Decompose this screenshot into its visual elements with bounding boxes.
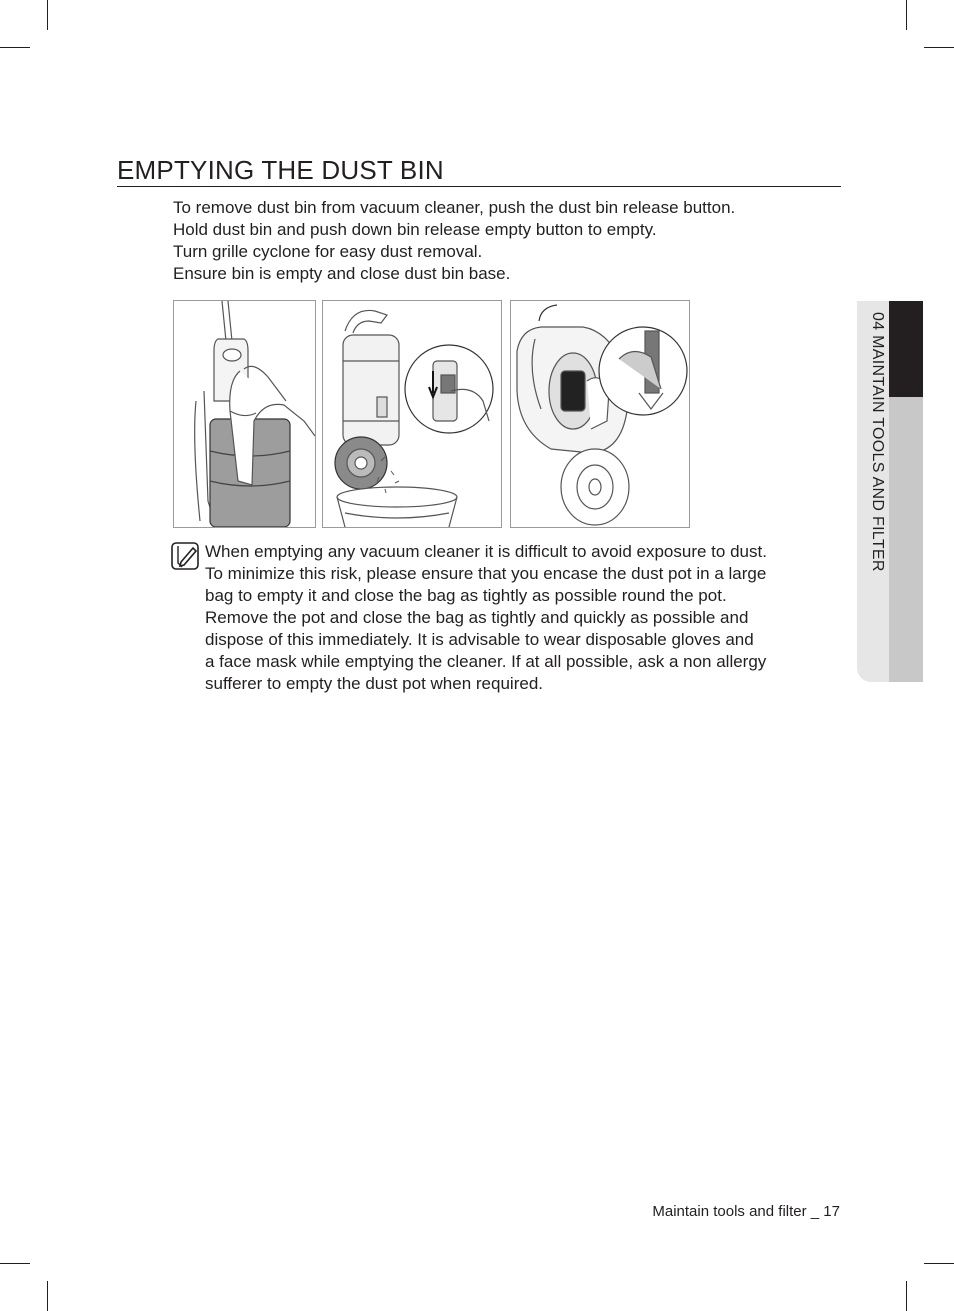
turn-grille-cyclone-illustration <box>511 301 689 527</box>
crop-mark <box>924 1263 954 1264</box>
figure-turn-grille-cyclone <box>510 300 690 528</box>
section-title: EMPTYING THE DUST BIN <box>117 155 841 187</box>
chapter-tab-strip <box>889 397 923 682</box>
release-empty-button-illustration <box>323 301 501 527</box>
note-line: bag to empty it and close the bag as tightly as possible round the pot. <box>205 586 727 605</box>
instruction-steps <box>173 197 833 285</box>
figure-release-empty-button <box>322 300 502 528</box>
crop-mark <box>0 1263 30 1264</box>
crop-mark <box>47 0 48 30</box>
remove-dust-bin-illustration <box>174 301 315 527</box>
note-line: To minimize this risk, please ensure that you encase the dust pot in a large <box>205 564 767 583</box>
figure-remove-dust-bin <box>173 300 316 528</box>
note-text <box>205 541 825 695</box>
chapter-tab-marker <box>889 301 923 397</box>
crop-mark <box>924 47 954 48</box>
note-line: Remove the pot and close the bag as tightly and quickly as possible and <box>205 608 749 627</box>
crop-mark <box>906 0 907 30</box>
step-line: Turn grille cyclone for easy dust removal. <box>173 242 483 261</box>
crop-mark <box>906 1281 907 1311</box>
step-line: To remove dust bin from vacuum cleaner, push the dust bin release button. <box>173 198 736 217</box>
chapter-tab-label: 04 MAINTAIN TOOLS AND FILTER <box>869 312 886 572</box>
note-pencil-icon <box>171 542 199 570</box>
note-line: dispose of this immediately. It is advisable to wear disposable gloves and <box>205 630 754 649</box>
step-line: Hold dust bin and push down bin release empty button to empty. <box>173 220 657 239</box>
crop-mark <box>0 47 30 48</box>
note-line: sufferer to empty the dust pot when required. <box>205 674 543 693</box>
crop-mark <box>47 1281 48 1311</box>
note-line: a face mask while emptying the cleaner. If at all possible, ask a non allergy <box>205 652 767 671</box>
step-line: Ensure bin is empty and close dust bin base. <box>173 264 511 283</box>
note-line: When emptying any vacuum cleaner it is difficult to avoid exposure to dust. <box>205 542 767 561</box>
page-footer: Maintain tools and filter _ 17 <box>652 1203 840 1220</box>
